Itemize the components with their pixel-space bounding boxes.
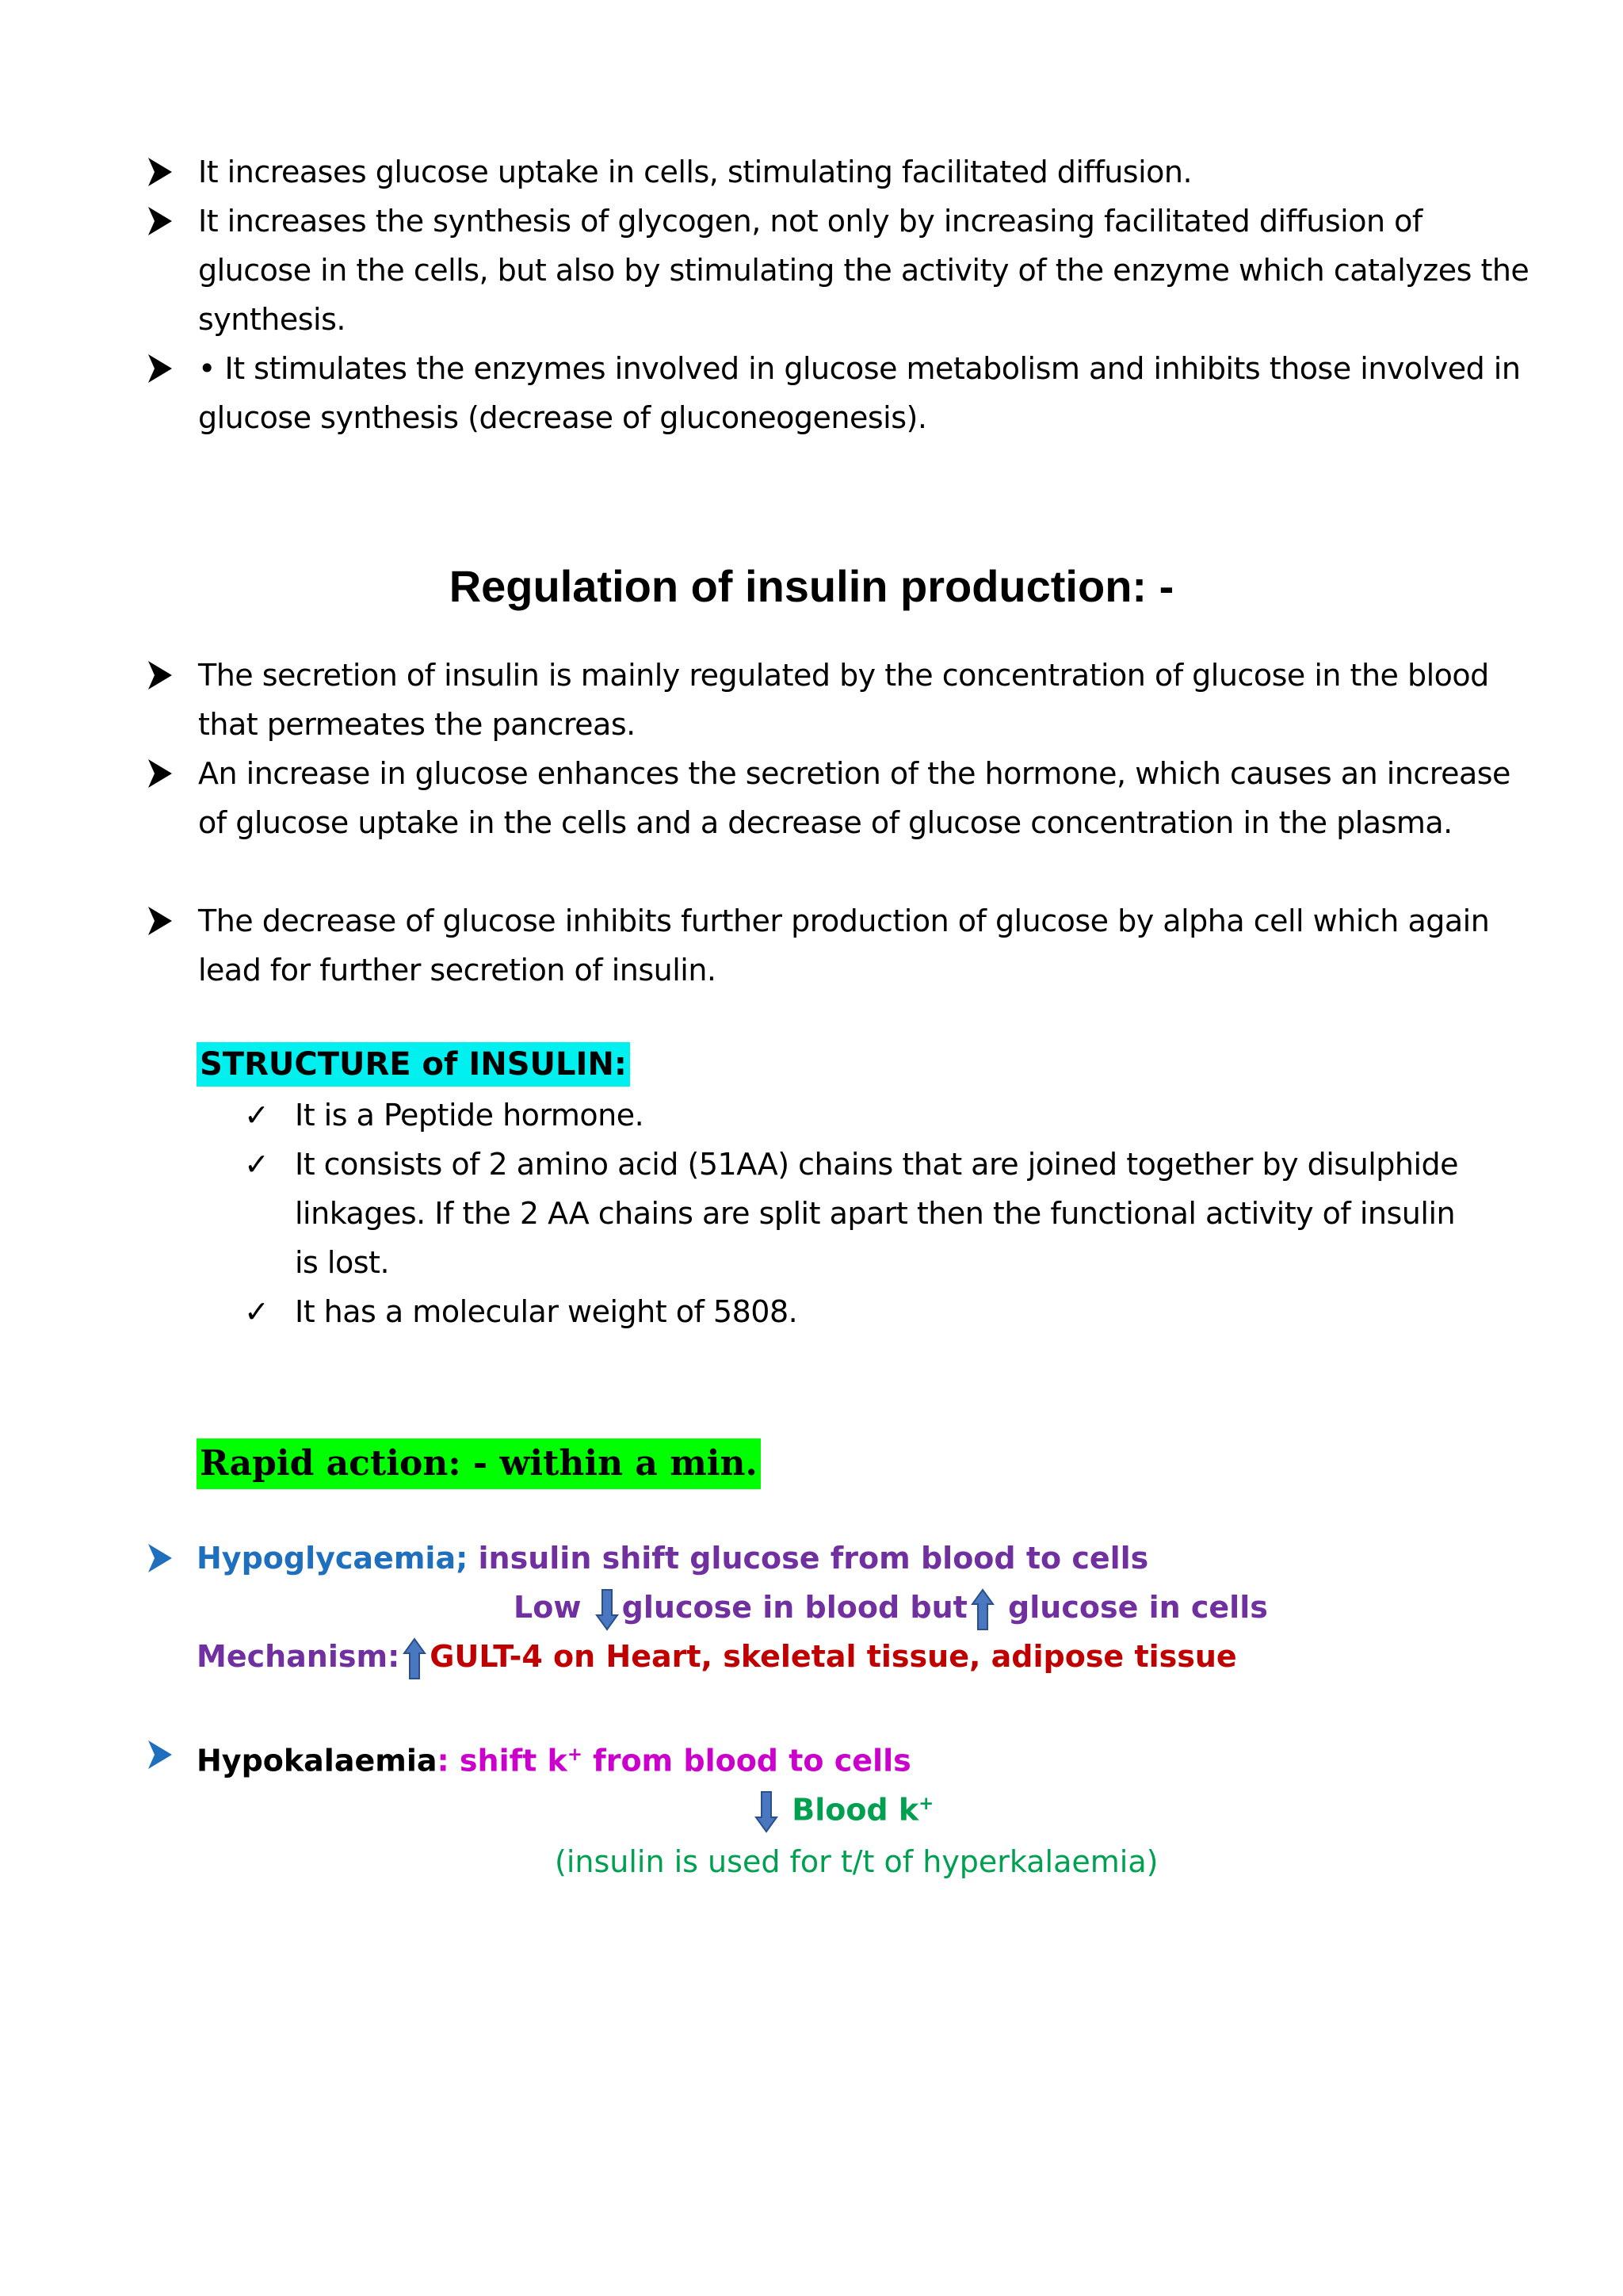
arrow-bullet-icon [147, 1739, 174, 1771]
structure-item-3: It has a molecular weight of 5808. [295, 1294, 798, 1329]
structure-label: STRUCTURE of INSULIN: [197, 1042, 630, 1087]
checkmark-icon: ✓ [244, 1098, 269, 1133]
arrow-bullet-icon [147, 353, 174, 384]
arrow-bullet-icon [147, 205, 174, 237]
checkmark-icon: ✓ [244, 1147, 269, 1182]
structure-item-1: It is a Peptide hormone. [295, 1098, 644, 1133]
hypoglycaemia-line [197, 1534, 1148, 1583]
mechanism-text: GULT-4 on Heart, skeletal tissue, adipose tissue [430, 1639, 1237, 1674]
down-arrow-icon [754, 1790, 778, 1833]
glucose-in-cells-text: glucose in cells [997, 1590, 1268, 1625]
glucose-shift-line [514, 1583, 1268, 1632]
arrow-bullet-icon [147, 758, 174, 789]
arrow-bullet-icon [147, 1542, 174, 1574]
regulation-bullet-3: The decrease of glucose inhibits further production of glucose by alpha cell which again lead for further secretion of insulin. [198, 904, 1490, 988]
down-arrow-icon [595, 1588, 619, 1631]
hypokalaemia-desc-pre: : shift k [437, 1743, 567, 1778]
rapid-action-label: Rapid action: - within a min. [197, 1438, 761, 1489]
blood-k-line [751, 1779, 934, 1835]
potassium-charge: + [567, 1744, 582, 1765]
glucose-in-blood-text: glucose in blood but [621, 1590, 968, 1625]
top-bullet-2: It increases the synthesis of glycogen, not only by increasing facilitated diffusion of glucose in the cells, but also by stimulating the activity of the enzyme which catalyzes the synthesis. [198, 204, 1529, 337]
arrow-bullet-icon [147, 905, 174, 937]
top-bullet-1: It increases glucose uptake in cells, stimulating facilitated diffusion. [198, 155, 1193, 189]
up-arrow-icon [971, 1588, 995, 1631]
hypoglycaemia-separator: ; [456, 1541, 468, 1576]
section-heading: Regulation of insulin production: - [449, 561, 1174, 611]
mechanism-line [197, 1632, 1237, 1681]
regulation-bullet-1: The secretion of insulin is mainly regulated by the concentration of glucose in the blood that permeates the pancreas. [198, 658, 1489, 742]
arrow-bullet-icon [147, 156, 174, 188]
low-label: Low [514, 1590, 582, 1625]
blood-k-text: Blood k [792, 1792, 919, 1828]
arrow-bullet-icon [147, 659, 174, 691]
hypokalaemia-desc-post: from blood to cells [582, 1743, 911, 1778]
hypoglycaemia-term: Hypoglycaemia [197, 1541, 456, 1576]
checkmark-icon: ✓ [244, 1294, 269, 1329]
structure-item-2: It consists of 2 amino acid (51AA) chains that are joined together by disulphide linkages. If the 2 AA chains are split apart then the functional activity of insulin is lost. [295, 1147, 1459, 1280]
hypoglycaemia-description: insulin shift glucose from blood to cells [468, 1541, 1149, 1576]
up-arrow-icon [403, 1637, 426, 1680]
mechanism-label: Mechanism: [197, 1639, 400, 1674]
hyperkalaemia-note: (insulin is used for t/t of hyperkalaemia) [555, 1844, 1159, 1879]
blood-k-charge: + [918, 1794, 934, 1814]
hypokalaemia-term: Hypokalaemia [197, 1743, 437, 1778]
regulation-bullet-2: An increase in glucose enhances the secretion of the hormone, which causes an increase of glucose uptake in the cells and a decrease of glucose concentration in the plasma. [198, 756, 1510, 840]
top-bullet-3: • It stimulates the enzymes involved in glucose metabolism and inhibits those involved in glucose synthesis (decrease of gluconeogenesis). [198, 351, 1521, 435]
hypokalaemia-line [197, 1730, 911, 1786]
